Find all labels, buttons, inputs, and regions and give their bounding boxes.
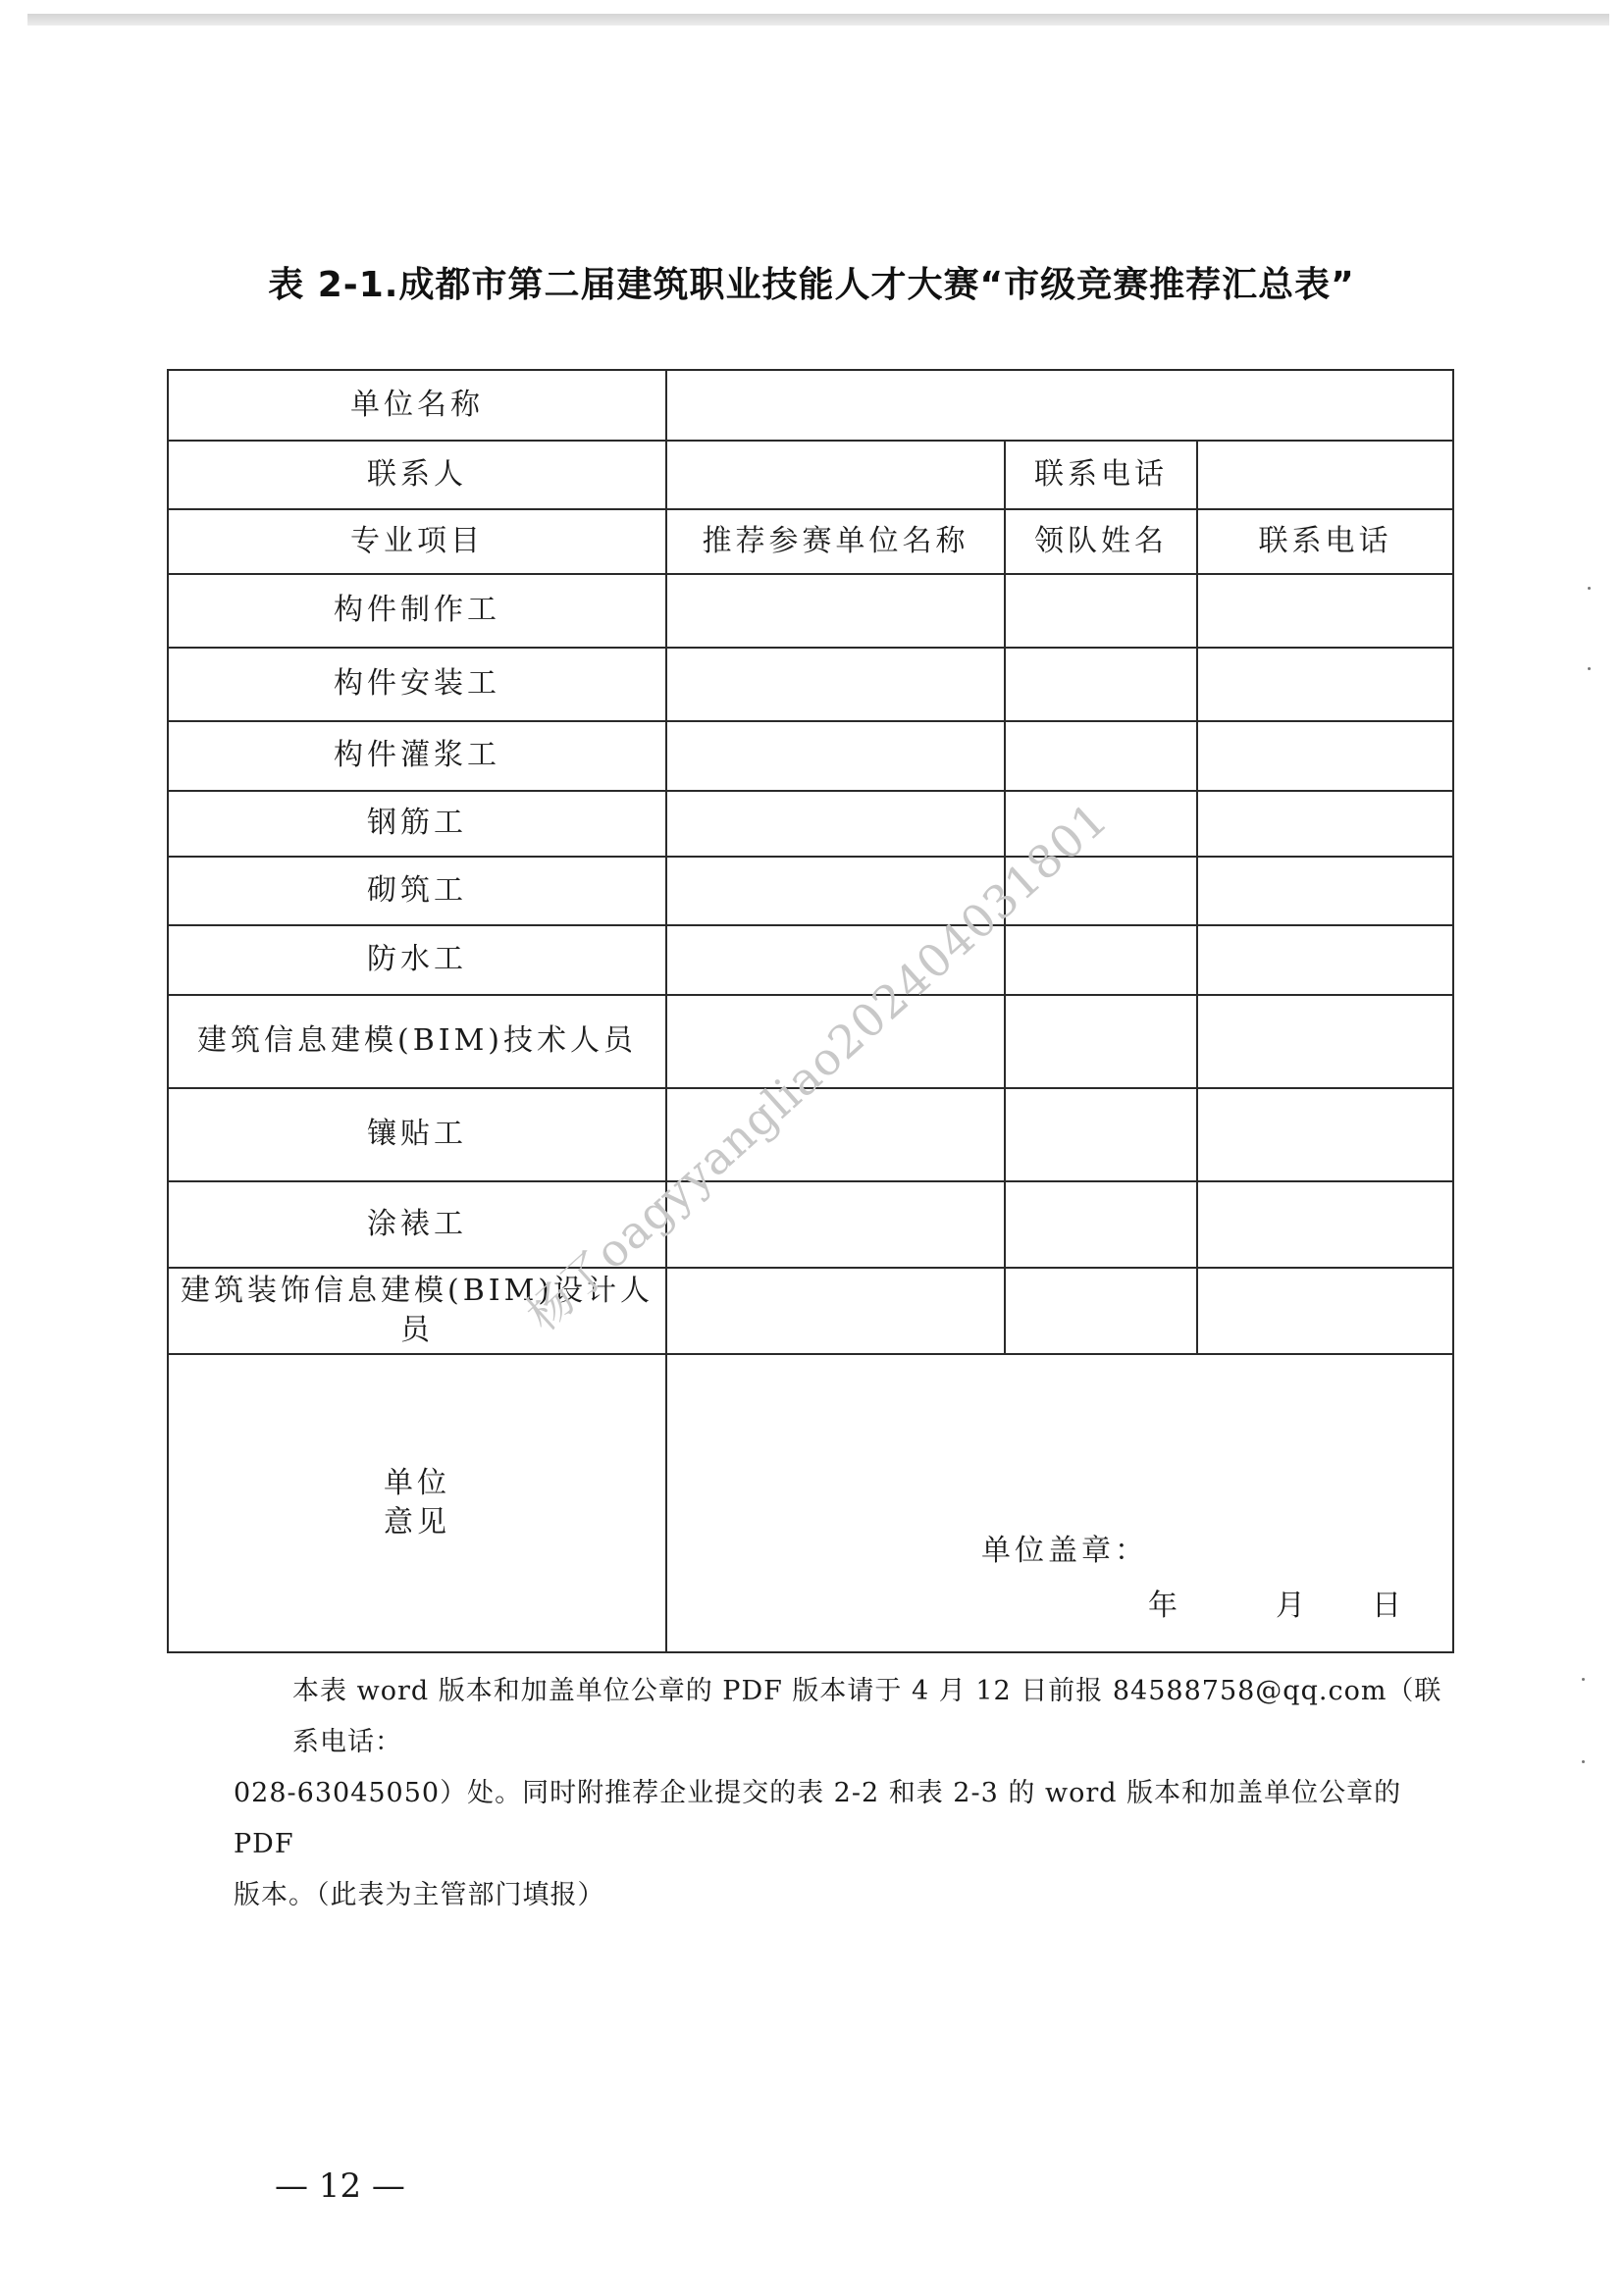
unit-name-label: 单位名称: [168, 370, 666, 441]
row-leader-field[interactable]: [1005, 1181, 1197, 1268]
contact-phone-label: 联系电话: [1005, 441, 1197, 509]
contact-phone-field[interactable]: [1197, 441, 1453, 509]
row-phone-field[interactable]: [1197, 925, 1453, 995]
contact-person-label: 联系人: [168, 441, 666, 509]
table-row: [168, 925, 1453, 995]
row-phone-field[interactable]: [1197, 857, 1453, 925]
row-specialty: 防水工: [168, 925, 666, 995]
row-phone-field[interactable]: [1197, 1268, 1453, 1354]
row-leader-field[interactable]: [1005, 925, 1197, 995]
row-specialty: 砌筑工: [168, 857, 666, 925]
row-leader-field[interactable]: [1005, 995, 1197, 1088]
unit-opinion-label-line1: 单位: [384, 1465, 450, 1500]
month-label: 月: [1276, 1589, 1309, 1623]
unit-name-row: [168, 370, 1453, 441]
row-specialty: 涂裱工: [168, 1181, 666, 1268]
table-row: [168, 791, 1453, 857]
note-line-3: 版本。（此表为主管部门填报）: [234, 1880, 605, 1910]
unit-opinion-row: [168, 1354, 1453, 1652]
unit-opinion-label-line2: 意见: [384, 1505, 450, 1539]
unit-opinion-field[interactable]: [666, 1354, 1453, 1652]
row-specialty: 建筑装饰信息建模(BIM)设计人员: [168, 1268, 666, 1354]
row-leader-field[interactable]: [1005, 574, 1197, 648]
row-phone-field[interactable]: [1197, 1088, 1453, 1181]
scan-speck: [1588, 667, 1591, 670]
row-phone-field[interactable]: [1197, 791, 1453, 857]
row-phone-field[interactable]: [1197, 995, 1453, 1088]
table-row: [168, 574, 1453, 648]
unit-name-field[interactable]: [666, 370, 1453, 441]
date-line: [1148, 1587, 1405, 1627]
row-specialty: 构件制作工: [168, 574, 666, 648]
row-specialty: 构件安装工: [168, 648, 666, 721]
row-unit-field[interactable]: [666, 721, 1005, 791]
page-number: — 12 —: [275, 2166, 405, 2206]
year-label: 年: [1148, 1589, 1181, 1623]
row-leader-field[interactable]: [1005, 648, 1197, 721]
row-leader-field[interactable]: [1005, 1088, 1197, 1181]
note-line-2: 028-63045050）处。同时附推荐企业提交的表 2-2 和表 2-3 的 word 版本和加盖单位公章的 PDF: [234, 1778, 1402, 1859]
unit-opinion-label: [168, 1354, 666, 1652]
header-team-leader: 领队姓名: [1005, 509, 1197, 574]
row-phone-field[interactable]: [1197, 648, 1453, 721]
row-specialty: 建筑信息建模(BIM)技术人员: [168, 995, 666, 1088]
row-specialty: 镶贴工: [168, 1088, 666, 1181]
header-phone: 联系电话: [1197, 509, 1453, 574]
table-row: [168, 721, 1453, 791]
table-row: [168, 1181, 1453, 1268]
watermark: 杨了oagyyangliao202404031801: [516, 791, 1119, 1341]
submission-note: [234, 1666, 1460, 1921]
row-specialty: 钢筋工: [168, 791, 666, 857]
table-row: [168, 857, 1453, 925]
scan-top-edge: [27, 14, 1609, 26]
contact-row: [168, 441, 1453, 509]
row-specialty: 构件灌浆工: [168, 721, 666, 791]
row-phone-field[interactable]: [1197, 574, 1453, 648]
recommendation-summary-table: [167, 369, 1454, 1653]
contact-person-field[interactable]: [666, 441, 1005, 509]
document-title: 表 2-1.成都市第二届建筑职业技能人才大赛“市级竞赛推荐汇总表”: [268, 265, 1355, 305]
header-specialty: 专业项目: [168, 509, 666, 574]
unit-seal-label: 单位盖章：: [981, 1534, 1148, 1568]
row-leader-field[interactable]: [1005, 721, 1197, 791]
day-label: 日: [1372, 1589, 1405, 1623]
header-recommended-unit: 推荐参赛单位名称: [666, 509, 1005, 574]
row-unit-field[interactable]: [666, 648, 1005, 721]
scan-speck: [1582, 1760, 1585, 1763]
table-row: [168, 648, 1453, 721]
row-leader-field[interactable]: [1005, 1268, 1197, 1354]
row-phone-field[interactable]: [1197, 721, 1453, 791]
scan-speck: [1582, 1678, 1585, 1681]
table-row: [168, 1268, 1453, 1354]
row-unit-field[interactable]: [666, 791, 1005, 857]
scan-speck: [1588, 587, 1591, 590]
row-unit-field[interactable]: [666, 574, 1005, 648]
note-line-1: 本表 word 版本和加盖单位公章的 PDF 版本请于 4 月 12 日前报 84588758@qq.com（联系电话：: [292, 1676, 1442, 1757]
row-unit-field[interactable]: [666, 1268, 1005, 1354]
table-header-row: [168, 509, 1453, 574]
row-phone-field[interactable]: [1197, 1181, 1453, 1268]
